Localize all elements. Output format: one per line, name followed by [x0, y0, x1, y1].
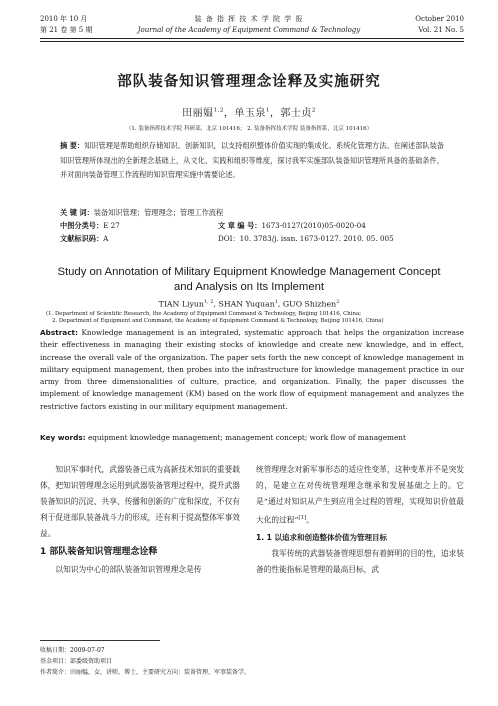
affiliation-cn: （1. 装备指挥技术学院 科研部，北京 101416； 2. 装备指挥技术学院 装备指挥系，北京 101416） — [125, 126, 373, 132]
body-left-paragraph-1: 知识军事时代，武器装备已成为高新技术知识的重要载体，把知识管理理念运用到武器装备管理过程中，提升武器装备知识的沉淀、共享、传播和创新的广度和深度，不仅有利于促进部队装备战斗力的形成，还有利于提高整体军事效益。 — [40, 465, 240, 538]
footnote-rule — [40, 640, 160, 641]
author-2-affil: 1 — [265, 107, 270, 114]
authors-en — [0, 299, 498, 309]
author-en-2-affil: 1 — [274, 299, 278, 305]
document-code-value: A — [103, 234, 109, 243]
author-1: 田丽媪 — [182, 108, 214, 119]
paper-title-en-line1: Study on Annotation of Military Equipment Knowledge Management Concept — [57, 266, 441, 278]
section-1-heading: 1 部队装备知识管理理念诠释 — [40, 547, 158, 557]
body-right-text-end: 。 — [306, 515, 314, 525]
body-right-paragraph-2: 我军传统的武器装备管理思想有着鲜明的目的性，追求装备的性能指标是管理的最高目标，武 — [256, 549, 464, 574]
footnote-author: 作者简介：田丽媪，女，讲师，博士，主要研究方向：装备管理，军事装备学。 — [40, 669, 251, 676]
header-journal-cn: 装 备 指 挥 技 术 学 院 学 报 — [194, 15, 304, 23]
abstract-cn-text: 知识管理是帮助组织存储知识、创新知识，以支持组织整体价值实现的集成化、系统化管理方法。在阐述部队装备知识管理所体现出的全新理念基础上，从文化、实践和组织等维度，探讨我军实施部队装备知识管理所具备的基础条件，并对面向装备管理工作流程的知识管理实施中需要论述。 — [60, 141, 444, 179]
header-rule-thin — [40, 41, 464, 42]
keywords-cn-label: 关 键 词： — [60, 208, 94, 217]
author-separator: ， — [223, 108, 235, 119]
subsection-1-1-heading: 1. 1 以追求和创造整体价值为管理目标 — [256, 533, 388, 542]
author-en-separator: , — [277, 299, 283, 309]
author-en-2: SHAN Yuquan — [218, 299, 275, 309]
authors-cn — [0, 104, 498, 119]
document-code-label: 文献标识码： — [60, 234, 104, 243]
citation-1: [1] — [298, 515, 307, 521]
author-en-separator: , — [213, 299, 219, 309]
clc-value: E 27 — [103, 221, 120, 230]
abstract-cn-label: 摘 要： — [60, 141, 85, 150]
abstract-en-text: Knowledge management is an integrated, systematic approach that helps the organization increase their effectiveness in managing their existing stocks of knowledge and create new knowledge, and in effect, increase the overall vale of the organization. The paper sets forth the new concept of knowledge management in military equipment management, then probes into the infrastructure for knowledge management practice in our army from three dimensionalities of culture, practice, and organization. Finally, the paper discusses the implement of knowledge management (KM) based on the work flow of equipment management and analyzes the restrictive factors existing in our military equipment management. — [40, 328, 464, 411]
article-number-value: 1673-0127(2010)05-0020-04 — [261, 221, 366, 230]
clc-number — [60, 220, 120, 231]
affiliation-en-2: 2. Department of Equipment and Command, the Academy of Equipment Command & Technology, Beijing 101416, China) — [52, 318, 384, 324]
article-number-label: 文 章 编 号： — [218, 221, 262, 230]
header-journal-en: Journal of the Academy of Equipment Command & Technology — [137, 26, 361, 34]
abstract-en-label: Abstract: — [40, 328, 78, 337]
clc-label: 中图分类号： — [60, 221, 104, 230]
body-right-text: 统管理理念对新军事形态的适应性变革，这种变革并不是突发的，是建立在对传统管理理念继承和发展基础之上的。它是“通过对知识从产生到应用全过程的管理，实现知识价值最大化的过程” — [256, 465, 464, 525]
body-left-paragraph-2: 以知识为中心的部队装备知识管理理念是传 — [55, 565, 202, 574]
header-year-month: 2010 年 10 月 — [40, 15, 88, 23]
footnote-received: 收稿日期：2009-07-07 — [40, 647, 105, 654]
author-1-affil: 1,2 — [213, 107, 224, 114]
keywords-en-label: Key words: — [40, 433, 86, 442]
header-vol-en: Vol. 21 No. 5 — [418, 26, 464, 34]
header-volume-issue: 第 21 卷 第 5 期 — [40, 26, 93, 34]
abstract-en — [40, 327, 464, 413]
keywords-en-text: equipment knowledge management; management concept; work flow of management — [87, 433, 406, 442]
body-right-paragraph-1 — [256, 462, 464, 529]
paper-title-en-line2: and Analysis on Its Implement — [173, 281, 325, 293]
author-3-affil: 2 — [311, 107, 316, 114]
document-code — [60, 233, 108, 244]
doi: DOI：10. 3783/j. issn. 1673-0127. 2010. 05. 005 — [218, 234, 394, 243]
abstract-cn — [60, 139, 444, 183]
author-3: 郭士贞 — [280, 108, 312, 119]
author-separator: ， — [269, 108, 281, 119]
keywords-cn — [60, 207, 223, 218]
keywords-en — [40, 433, 464, 442]
affiliation-en-1: (1. Department of Scientific Research, the Academy of Equipment Command & Technology, Beijing 101416, China; — [46, 311, 361, 317]
header-rule — [40, 38, 464, 39]
keywords-cn-text: 装备知识管理；管理理念；管理工作流程 — [93, 208, 224, 217]
footnote-fund: 基金项目：部委级资助项目 — [40, 658, 113, 665]
author-en-3-affil: 2 — [336, 299, 340, 305]
author-en-1-affil: 1, 2 — [203, 299, 214, 305]
article-number — [218, 220, 366, 231]
paper-title-cn: 部队装备知识管理理念诠释及实施研究 — [117, 74, 381, 90]
header-date-en: October 2010 — [415, 15, 464, 23]
author-en-1: TIAN Liyun — [158, 299, 204, 309]
author-2: 单玉泉 — [234, 108, 266, 119]
author-en-3: GUO Shizhen — [282, 299, 337, 309]
